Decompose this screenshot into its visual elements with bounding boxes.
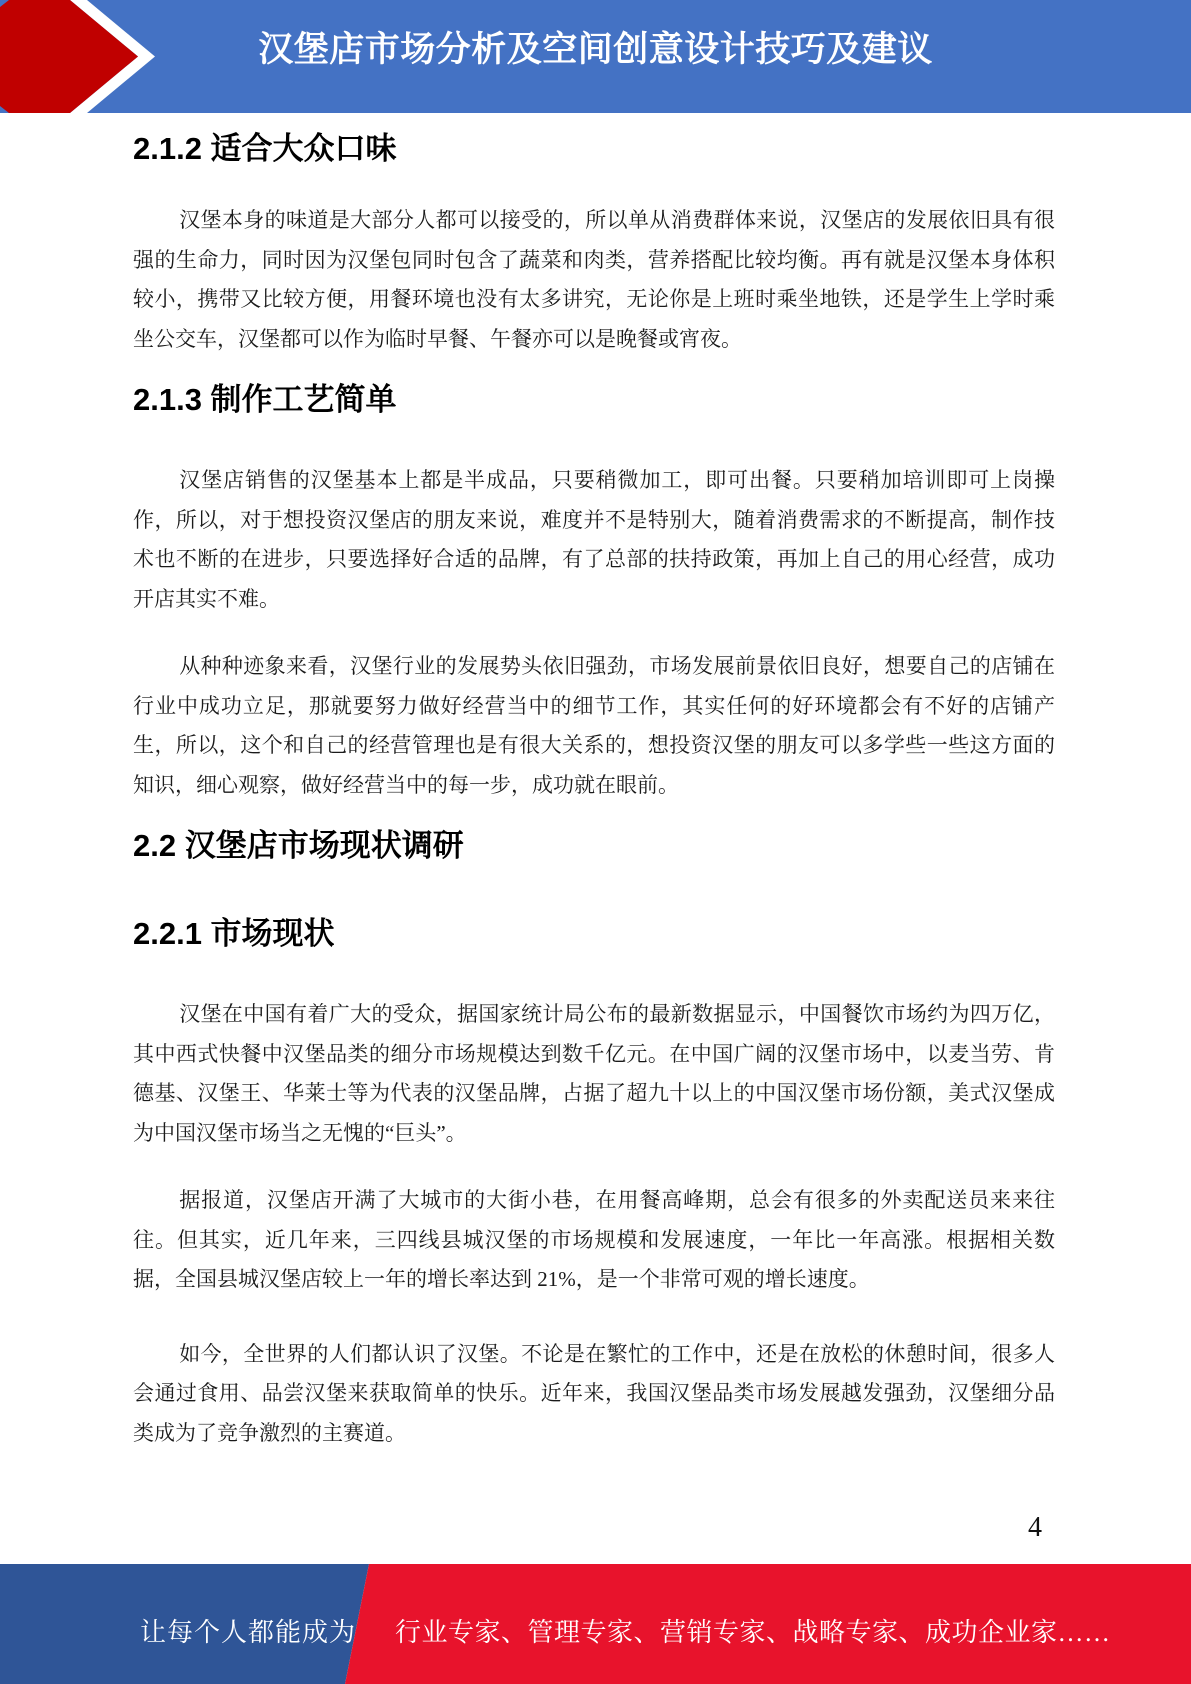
footer-slogan-right: 行业专家、管理专家、营销专家、战略专家、成功企业家…… [395,1618,1111,1647]
paragraph: 汉堡店销售的汉堡基本上都是半成品，只要稍微加工，即可出餐。只要稍加培训即可上岗操作，所以，对于想投资汉堡店的朋友来说，难度并不是特别大，随着消费需求的不断提高，制作技术也不断的在进步，只要选择好合适的品牌，有了总部的扶持政策，再加上自己的用心经营，成功开店其实不难。 [133,468,1055,611]
section-heading-2-1-3: 2.1.3 制作工艺简单 [133,382,397,417]
paragraph: 据报道，汉堡店开满了大城市的大街小巷，在用餐高峰期，总会有很多的外卖配送员来来往往。但其实，近几年来，三四线县城汉堡的市场规模和发展速度，一年比一年高涨。根据相关数据，全国县城汉堡店较上一年的增长率达到 21%，是一个非常可观的增长速度。 [133,1188,1055,1291]
section-heading-2-2-1: 2.2.1 市场现状 [133,916,335,951]
paragraph: 汉堡本身的味道是大部分人都可以接受的，所以单从消费群体来说，汉堡店的发展依旧具有很强的生命力，同时因为汉堡包同时包含了蔬菜和肉类，营养搭配比较均衡。再有就是汉堡本身体积较小，携带又比较方便，用餐环境也没有太多讲究，无论你是上班时乘坐地铁，还是学生上学时乘坐公交车，汉堡都可以作为临时早餐、午餐亦可以是晚餐或宵夜。 [133,208,1055,351]
page-number: 4 [1028,1512,1042,1543]
section-heading-2-2: 2.2 汉堡店市场现状调研 [133,828,464,863]
section-heading-2-1-2: 2.1.2 适合大众口味 [133,131,397,166]
document-body [133,113,1055,1453]
red-arrow-icon [0,0,160,113]
paragraph: 汉堡在中国有着广大的受众，据国家统计局公布的最新数据显示，中国餐饮市场约为四万亿，其中西式快餐中汉堡品类的细分市场规模达到数千亿元。在中国广阔的汉堡市场中，以麦当劳、肯德基、汉堡王、华莱士等为代表的汉堡品牌，占据了超九十以上的中国汉堡市场份额，美式汉堡成为中国汉堡市场当之无愧的“巨头”。 [133,1002,1055,1145]
arrow-shape [0,0,138,113]
page-title: 汉堡店市场分析及空间创意设计技巧及建议 [258,29,933,69]
header-banner [0,0,1191,113]
footer-slogan-left: 让每个人都能成为 [140,1618,357,1647]
paragraph: 如今，全世界的人们都认识了汉堡。不论是在繁忙的工作中，还是在放松的休憩时间，很多人会通过食用、品尝汉堡来获取简单的快乐。近年来，我国汉堡品类市场发展越发强劲，汉堡细分品类成为了竞争激烈的主赛道。 [133,1341,1055,1445]
footer-banner [0,1564,1191,1684]
paragraph: 从种种迹象来看，汉堡行业的发展势头依旧强劲，市场发展前景依旧良好，想要自己的店铺在行业中成功立足，那就要努力做好经营当中的细节工作，其实任何的好环境都会有不好的店铺产生，所以，这个和自己的经营管理也是有很大关系的，想投资汉堡的朋友可以多学些一些这方面的知识，细心观察，做好经营当中的每一步，成功就在眼前。 [133,654,1055,797]
